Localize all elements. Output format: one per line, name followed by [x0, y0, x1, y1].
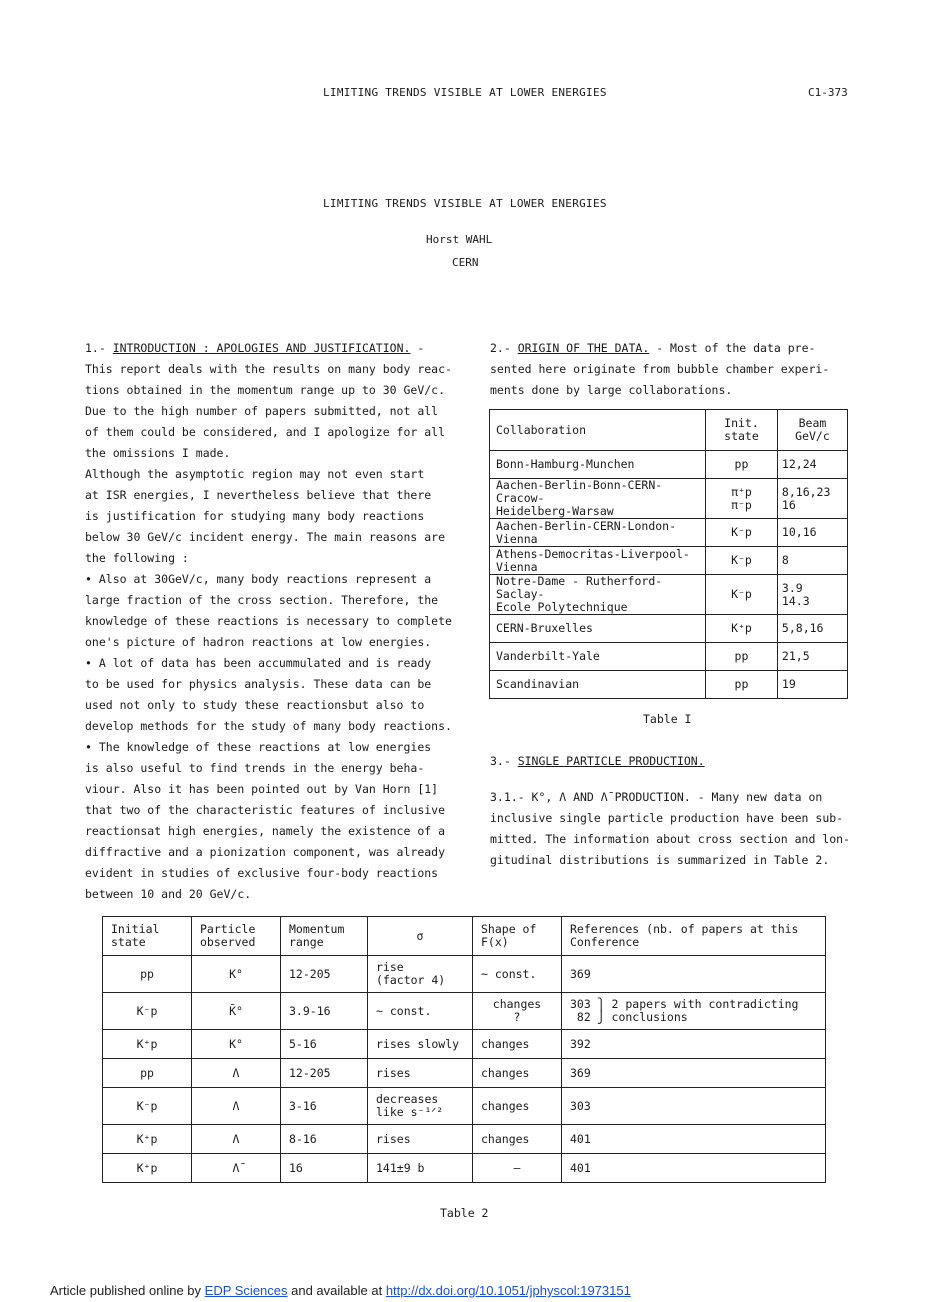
- table-row: [490, 547, 848, 575]
- table-cell: changes: [473, 1088, 562, 1125]
- table-row: [490, 451, 848, 479]
- origin-line: ments done by large collaborations.: [490, 383, 733, 397]
- intro-line: tions obtained in the momentum range up to 30 GeV/c.: [85, 383, 446, 397]
- intro-line: diffractive and a pionization component, was already: [85, 845, 446, 859]
- intro-line: knowledge of these reactions is necessary to complete: [85, 614, 452, 628]
- table-cell: K⁺p: [103, 1154, 192, 1183]
- running-title: LIMITING TRENDS VISIBLE AT LOWER ENERGIES: [323, 86, 607, 99]
- intro-line: large fraction of the cross section. Therefore, the: [85, 593, 439, 607]
- table-row: [103, 993, 826, 1030]
- doi-link[interactable]: http://dx.doi.org/10.1051/jphyscol:1973151: [385, 1283, 631, 1298]
- table-cell: Λ̄: [192, 1154, 281, 1183]
- table-row: [103, 1088, 826, 1125]
- table-cell: Aachen-Berlin-CERN-London-Vienna: [490, 519, 706, 547]
- header-cell: Initial state: [103, 917, 192, 956]
- table-cell: 12-205: [281, 1059, 368, 1088]
- table-cell: K⁻p: [706, 547, 778, 575]
- table-row: [103, 1154, 826, 1183]
- table-cell: changes ?: [473, 993, 562, 1030]
- table-cell: changes: [473, 1059, 562, 1088]
- table-cell: 141±9 b: [368, 1154, 473, 1183]
- table-cell: Scandinavian: [490, 671, 706, 699]
- intro-line: one's picture of hadron reactions at low energies.: [85, 635, 432, 649]
- publication-footer: [50, 1283, 631, 1298]
- table-cell: 369: [562, 956, 826, 993]
- article-author: Horst WAHL: [426, 233, 493, 246]
- intro-line: reactionsat high energies, namely the existence of a: [85, 824, 446, 838]
- table-cell: K°: [192, 956, 281, 993]
- table-cell: 8,16,23 16: [777, 479, 847, 519]
- single-heading-line: 3.- SINGLE PARTICLE PRODUCTION.: [490, 754, 705, 768]
- table-row: [103, 1030, 826, 1059]
- single-line: gitudinal distributions is summarized in Table 2.: [490, 853, 830, 867]
- footer-text: Article published online by: [50, 1283, 205, 1298]
- header-cell: σ: [368, 917, 473, 956]
- page-number: C1-373: [808, 86, 848, 99]
- article-affiliation: CERN: [452, 256, 479, 269]
- intro-line: the omissions I made.: [85, 446, 231, 460]
- header-cell: Collaboration: [490, 410, 706, 451]
- intro-line: Although the asymptotic region may not even start: [85, 467, 425, 481]
- table-cell: Λ: [192, 1059, 281, 1088]
- intro-line: below 30 GeV/c incident energy. The main reasons are: [85, 530, 446, 544]
- table-collaborations: [489, 409, 848, 699]
- table-row: [490, 671, 848, 699]
- table-cell: 19: [777, 671, 847, 699]
- intro-line: of them could be considered, and I apologize for all: [85, 425, 446, 439]
- header-cell: Particle observed: [192, 917, 281, 956]
- table-cell: 5-16: [281, 1030, 368, 1059]
- table-cell: K̄°: [192, 993, 281, 1030]
- table-row: [490, 643, 848, 671]
- footer-text: and available at: [287, 1283, 386, 1298]
- intro-line: evident in studies of exclusive four-body reactions: [85, 866, 439, 880]
- article-title: LIMITING TRENDS VISIBLE AT LOWER ENERGIES: [323, 197, 607, 210]
- table-cell: 303 ⎫ 2 papers with contradicting 82 ⎭ conclusions: [562, 993, 826, 1030]
- table-cell: Aachen-Berlin-Bonn-CERN-Cracow- Heidelberg-Warsaw: [490, 479, 706, 519]
- table-cell: rises slowly: [368, 1030, 473, 1059]
- table-inclusive-production: [102, 916, 826, 1183]
- table-row: [103, 956, 826, 993]
- table-cell: K⁻p: [706, 575, 778, 615]
- table-row: [490, 479, 848, 519]
- header-cell: Momentum range: [281, 917, 368, 956]
- table-row: [490, 615, 848, 643]
- table-cell: CERN-Bruxelles: [490, 615, 706, 643]
- table-cell: Notre-Dame - Rutherford-Saclay- Ecole Polytechnique: [490, 575, 706, 615]
- table-cell: changes: [473, 1030, 562, 1059]
- table-cell: pp: [706, 643, 778, 671]
- table-cell: Λ: [192, 1125, 281, 1154]
- table-cell: 3-16: [281, 1088, 368, 1125]
- table-cell: K⁻p: [103, 1088, 192, 1125]
- header-cell: References (nb. of papers at this Conference: [562, 917, 826, 956]
- table-cell: 12,24: [777, 451, 847, 479]
- intro-line: develop methods for the study of many body reactions.: [85, 719, 452, 733]
- table-cell: 5,8,16: [777, 615, 847, 643]
- table-cell: K⁺p: [706, 615, 778, 643]
- table-cell: 369: [562, 1059, 826, 1088]
- table-cell: 8-16: [281, 1125, 368, 1154]
- table-cell: Vanderbilt-Yale: [490, 643, 706, 671]
- table-row: [103, 1125, 826, 1154]
- intro-line: is also useful to find trends in the energy beha-: [85, 761, 425, 775]
- table-cell: pp: [103, 956, 192, 993]
- table-cell: Athens-Democritas-Liverpool-Vienna: [490, 547, 706, 575]
- intro-line: • The knowledge of these reactions at low energies: [85, 740, 432, 754]
- table-cell: pp: [706, 451, 778, 479]
- table-cell: K°: [192, 1030, 281, 1059]
- single-line: 3.1.- K°, Λ AND Λ̄ PRODUCTION. - Many new data on: [490, 790, 823, 804]
- single-subsection: [490, 787, 850, 871]
- single-line: inclusive single particle production have been sub-: [490, 811, 844, 825]
- table-row: [490, 519, 848, 547]
- table-cell: 392: [562, 1030, 826, 1059]
- table-header-row: [490, 410, 848, 451]
- table-cell: K⁺p: [103, 1125, 192, 1154]
- intro-heading-line: 1.- INTRODUCTION : APOLOGIES AND JUSTIFICATION. -: [85, 341, 425, 355]
- table-row: [490, 575, 848, 615]
- table-cell: K⁻p: [103, 993, 192, 1030]
- header-cell: Init. state: [706, 410, 778, 451]
- table-cell: rises: [368, 1059, 473, 1088]
- single-particle-section: [490, 751, 850, 772]
- table-cell: 401: [562, 1125, 826, 1154]
- table1-caption: Table I: [643, 712, 692, 726]
- table-cell: ~ const.: [473, 956, 562, 993]
- table-cell: 3.9 14.3: [777, 575, 847, 615]
- intro-line: Due to the high number of papers submitted, not all: [85, 404, 439, 418]
- table-cell: 401: [562, 1154, 826, 1183]
- intro-line: that two of the characteristic features of inclusive: [85, 803, 446, 817]
- table-cell: –: [473, 1154, 562, 1183]
- intro-line: • Also at 30GeV/c, many body reactions represent a: [85, 572, 432, 586]
- table-cell: ~ const.: [368, 993, 473, 1030]
- intro-line: This report deals with the results on many body reac-: [85, 362, 452, 376]
- intro-line: at ISR energies, I nevertheless believe that there: [85, 488, 432, 502]
- intro-line: the following :: [85, 551, 189, 565]
- single-line: mitted. The information about cross section and lon-: [490, 832, 851, 846]
- intro-line: viour. Also it has been pointed out by Van Horn [1]: [85, 782, 439, 796]
- table-cell: 303: [562, 1088, 826, 1125]
- table-cell: rises: [368, 1125, 473, 1154]
- right-column: [490, 338, 850, 401]
- table-cell: π⁺p π⁻p: [706, 479, 778, 519]
- table-cell: 21,5: [777, 643, 847, 671]
- table-cell: Λ: [192, 1088, 281, 1125]
- table-row: [103, 1059, 826, 1088]
- intro-line: used not only to study these reactionsbut also to: [85, 698, 425, 712]
- table-header-row: [103, 917, 826, 956]
- table-cell: K⁻p: [706, 519, 778, 547]
- table2-caption: Table 2: [440, 1206, 489, 1220]
- intro-line: to be used for physics analysis. These data can be: [85, 677, 432, 691]
- table-cell: 16: [281, 1154, 368, 1183]
- table-cell: 8: [777, 547, 847, 575]
- table-cell: pp: [706, 671, 778, 699]
- header-cell: Shape of F(x): [473, 917, 562, 956]
- intro-line: between 10 and 20 GeV/c.: [85, 887, 252, 901]
- table-cell: 12-205: [281, 956, 368, 993]
- origin-heading-line: 2.- ORIGIN OF THE DATA. - Most of the data pre-: [490, 341, 816, 355]
- intro-line: • A lot of data has been accummulated and is ready: [85, 656, 432, 670]
- publisher-link[interactable]: EDP Sciences: [204, 1283, 288, 1298]
- origin-line: sented here originate from bubble chamber experi-: [490, 362, 830, 376]
- table-cell: 3.9-16: [281, 993, 368, 1030]
- left-column: [85, 338, 465, 905]
- table-cell: K⁺p: [103, 1030, 192, 1059]
- intro-line: is justification for studying many body reactions: [85, 509, 425, 523]
- table-cell: Bonn-Hamburg-Munchen: [490, 451, 706, 479]
- table-cell: changes: [473, 1125, 562, 1154]
- intro-heading: INTRODUCTION : APOLOGIES AND JUSTIFICATION.: [112, 341, 411, 355]
- origin-heading: ORIGIN OF THE DATA.: [517, 341, 650, 355]
- table-cell: decreases like s⁻¹ᐟ²: [368, 1088, 473, 1125]
- table-cell: 10,16: [777, 519, 847, 547]
- table-cell: rise (factor 4): [368, 956, 473, 993]
- table-cell: pp: [103, 1059, 192, 1088]
- single-heading: SINGLE PARTICLE PRODUCTION.: [517, 754, 705, 768]
- header-cell: Beam GeV/c: [777, 410, 847, 451]
